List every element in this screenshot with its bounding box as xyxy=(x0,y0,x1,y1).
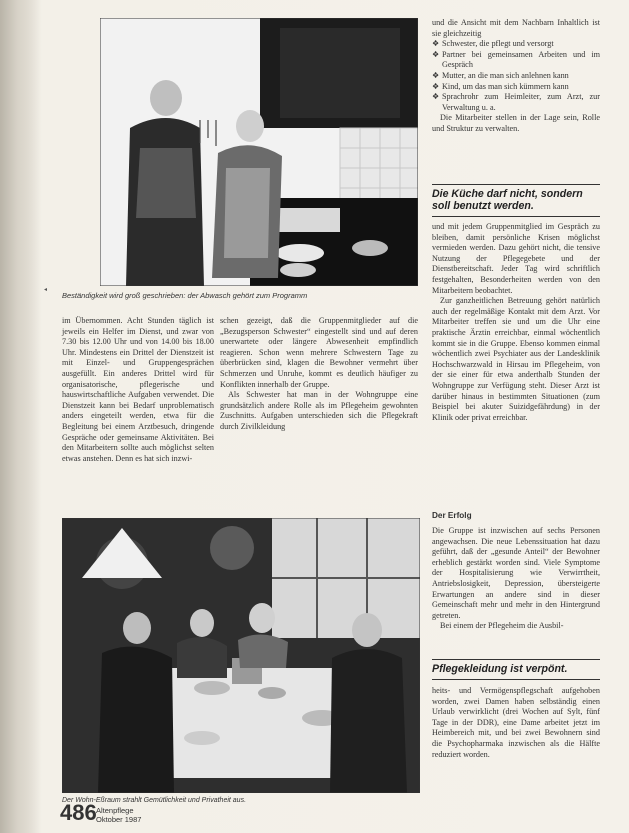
photo-dining-room-image xyxy=(62,518,420,793)
text-column-1 xyxy=(62,316,214,464)
role-list xyxy=(432,39,600,113)
col3-outro: Die Mitarbeiter stellen in der Lage sein, Rolle und Struktur zu verwalten. xyxy=(432,113,600,133)
role-list-item: ❖ Kind, um das man sich kümmern kann xyxy=(432,81,569,91)
col3-paragraph-1: und mit jedem Gruppenmitglied im Gespräch zu bleiben, damit persönliche Krisen möglichst vermieden werden. Dazu gehört nicht, die tensive Nutzung der Pflegegebete und der Dienstbereitschaft. Jeder Tag wird schriftlich festgehalten, Besonderheiten werden von den Mitarbeitern beobachtet. xyxy=(432,222,600,295)
col3-paragraph-3: Die Gruppe ist inzwischen auf sechs Personen angewachsen. Die neue Lebenssituation hat dazu geführt, daß der „gesunde Anteil“ der Bewohner erheblich gestärkt worden sind. Viele Symptome der Hospitalisierung wie Verwirrtheit, Antriebslosigkeit, Depression, übersteigerte Erwartungen an andere sind in dieser Gemeinschaft mehr und mehr in den Hintergrund getreten. xyxy=(432,526,600,620)
headline-kitchen: Die Küche darf nicht, sondern soll benutzt werden. xyxy=(432,184,600,217)
bullet-icon: ❖ xyxy=(432,49,440,59)
bullet-icon: ❖ xyxy=(432,81,440,91)
role-list-item: ❖ Mutter, an die man sich anlehnen kann xyxy=(432,70,569,80)
text-column-3-part-2 xyxy=(432,222,600,423)
journal-name: Altenpflege xyxy=(96,806,134,815)
col3-paragraph-4: Bei einem der Pflegeheim die Ausbil- xyxy=(440,621,564,631)
subhead-success: Der Erfolg xyxy=(432,511,472,520)
bullet-icon: ❖ xyxy=(432,70,440,80)
bullet-icon: ❖ xyxy=(432,92,440,102)
col2-paragraph-2: Als Schwester hat man in der Wohngruppe eine grundsätzlich andere Rolle als im Pflegeheim gewohnten Zuschnitts. Aufgaben unterschieden sich die Pflegekraft durch Zivilkleidung xyxy=(220,390,418,431)
role-list-item: ❖ Sprachrohr zum Heimleiter, zum Arzt, zur Verwaltung u. a. xyxy=(432,92,600,112)
text-column-3-part-4 xyxy=(432,686,600,760)
journal-info xyxy=(96,806,141,824)
journal-issue: Oktober 1987 xyxy=(96,815,142,824)
scan-mark: ◂ xyxy=(44,287,48,293)
col3-paragraph-2: Zur ganzheitlichen Betreuung gehört natürlich auch der regelmäßige Kontakt mit dem Arzt. Vor Mitarbeiter treffen sie und um die Uhr eine praktische Ärztin erreichbar, einmal wöchentlich kommt sie in die Gruppe. Ebenso kommen einmal wöchentlich zwei Psychiater aus der Landesklinik Hochschwarzwald in Hirsau im Pflegeheim, von der sie einer für etwa anderthalb Stunden der Wohngruppe zur Verfügung steht. Dieser Arzt ist darüber hinaus in bestimmten Situationen (zum Beispiel bei akuter Suizidgefährdung) in der Klinik oder privat erreichbar. xyxy=(432,296,600,422)
col3-intro: und die Ansicht mit dem Nachbarn Inhaltlich ist sie gleichzeitig xyxy=(432,18,600,38)
bullet-icon: ❖ xyxy=(432,39,440,49)
col2-paragraph-1: schen gezeigt, daß die Gruppenmitglieder auf die „Bezugsperson Schwester“ eingestellt sind und auf deren unerwartete oder längere Abwesenheit empfindlich reagieren. Schon wenn mehrere Schwestern Tage zu überbrücken sind, klagen die Bewohner vermehrt über Schmerzen und Unruhe, kommt es deutlich häufiger zu Konflikten innerhalb der Gruppe. xyxy=(220,316,418,389)
text-column-3 xyxy=(432,18,600,135)
photo-dining-caption: Der Wohn-Eßraum strahlt Gemütlichkeit und Privatheit aus. xyxy=(62,797,247,804)
headline-clothing: Pflegekleidung ist verpönt. xyxy=(432,659,600,680)
photo-dining-room xyxy=(62,518,420,793)
text-column-3-part-3 xyxy=(432,526,600,632)
photo-kitchen-caption: Beständigkeit wird groß geschrieben: der Abwasch gehört zum Programm xyxy=(62,291,308,300)
photo-kitchen-image xyxy=(100,18,418,286)
page-number: 486 xyxy=(60,800,97,825)
role-list-item: ❖ Partner bei gemeinsamen Arbeiten und im Gespräch xyxy=(432,49,600,70)
binding-shadow xyxy=(0,0,42,833)
photo-kitchen xyxy=(100,18,418,286)
col1-paragraph-1: im Übernommen. Acht Stunden täglich ist jeweils ein Helfer im Dienst, und zwar von 7.30 bis 12.00 Uhr und von 14.00 bis 18.00 Uhr. Mindestens ein Drittel der Dienstzeit ist mit Einzel- und Gruppengesprächen ausgefüllt. Ein anderes Drittel wird für organisatorische, pflegerische und hauswirtschaftliche Aufgaben verwendet. Die Dienstzeit kann bei Bedarf unproblematisch anders eingeteilt werden, etwa für die Begleitung bei einem Arztbesuch, dringende Gespräche oder gemeinsame Aktivitäten. Bei den Mitarbeitern sollte auch möglichst selten etwas anstehen. Denn es hat sich inzwi- xyxy=(62,316,214,463)
text-column-2 xyxy=(220,316,418,433)
role-list-item: ❖ Schwester, die pflegt und versorgt xyxy=(432,39,554,49)
col3-paragraph-5: heits- und Vermögenspflegschaft aufgehoben worden, zwei Damen haben selbständig einen Urlaub verwirklicht (drei Wochen auf Sylt, fünf Tage in der DDR), eine Dame arbeitet jetzt im Heimbereich mit, und bei zwei Bewohnern sind die Psychopharmaka inzwischen als die Hälfte reduziert worden. xyxy=(432,686,600,759)
